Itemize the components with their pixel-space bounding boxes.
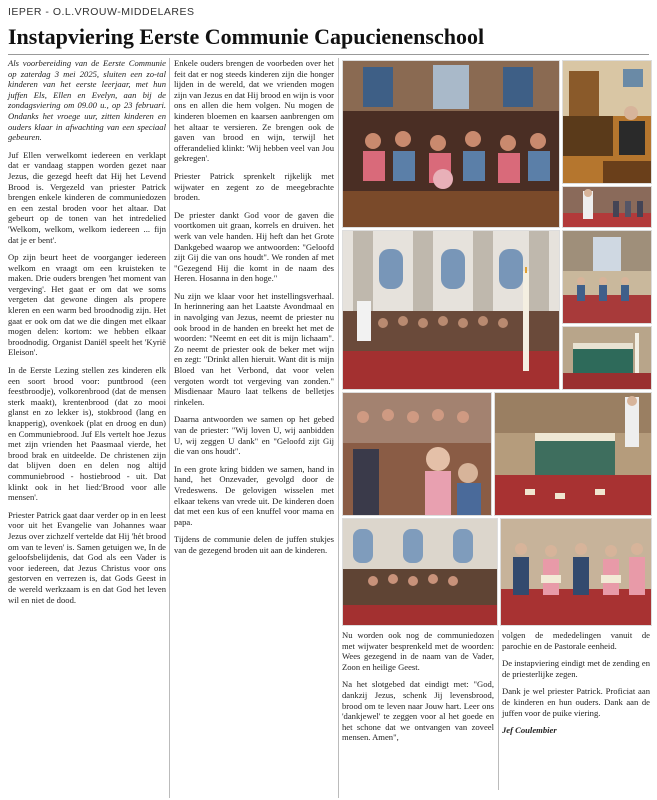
- article-paragraph: Juf Ellen verwelkomt iedereen en verklapt dat er vandaag stappen worden gezet naar Jezus, die gezegd heeft dat Hij het Levend Brood is. Vergezeld van priester Patrick brengen enkele kinderen de communiedozen en een zestal broden voor het altaar. Dat gebeurt op de tonen van het intredelied 'Welkom, welkom, welkom iedereen ... fijn dat je er bent'.: [8, 149, 166, 245]
- photo-altar-table: [562, 326, 652, 390]
- photo-children-bread: [342, 392, 492, 516]
- photo-church-interior: [342, 230, 560, 390]
- article-paragraph: Tijdens de communie delen de juffen stukjes van de gezegend broden uit aan de kinderen.: [174, 534, 334, 555]
- article-paragraph: Nu worden ook nog de communiedozen met wijwater besprenkeld met de woorden: Wees gezegend in de naam van de Vader, Zoon en heilige Geest.: [342, 630, 494, 672]
- article-paragraph: In een grote kring bidden we samen, hand in hand, het Onzevader, gevolgd door de Vredeswens. De gelovigen wisselen met elkaar tekens van vrede uit. De kinderen doen dat met een kus of een knuffel voor mama en papa.: [174, 463, 334, 527]
- section-kicker: IEPER - O.L.VROUW-MIDDELARES: [8, 6, 195, 18]
- author-signature: Jef Coulembier: [502, 725, 557, 736]
- column-divider: [169, 58, 170, 798]
- article-paragraph: Nu zijn we klaar voor het instellingsverhaal. In herinnering aan het Laatste Avondmaal en in navolging van Jezus, neemt de priester nu ook brood in de handen en breekt het met de woorden: "Neemt en eet dit is mijn lichaam". Zo neemt de priester ook de beker met wijn en zegt: "Drinkt allen hieruit. Want dit is mijn Bloed van het Verbond, dat voor velen vergoten wordt tot vergeving van zonden." Misdienaar Mauro laat telkens de belletjes rinkelen.: [174, 290, 334, 407]
- article-paragraph: In de Eerste Lezing stellen zes kinderen elk een soort brood voor: puntbrood (een feestbroodje), volkorenbrood (dat de mensen sterk maakt), krentenbrood (dat zo mooi glanst en zo lekker is), stokbrood (lang en knapperig), ovenkoek (plat en droog en dun) en Communiebrood. Juf Els vertelt hoe Jezus met zijn vrienden het Paasmaal vierde, het brood brak en uitdeelde. De christenen zijn dat blijven doen en delen nog altijd communiebrood - hostiebrood - uit. Dat klinkt ook in het lied:'Brood voor alle mensen'.: [8, 365, 166, 503]
- article-column-2: [174, 58, 334, 563]
- article-paragraph: Dank je wel priester Patrick. Proficiat aan de kinderen en hun ouders. Dank aan de juffen voor de puike viering.: [502, 686, 650, 718]
- photo-priest-altar: [562, 186, 652, 228]
- photo-children-altar: [562, 230, 652, 324]
- article-paragraph: Priester Patrick sprenkelt rijkelijk met wijwater en zegent zo de meegebrachte broden.: [174, 170, 334, 203]
- column-divider: [498, 630, 499, 790]
- intro-paragraph: Als voorbereiding van de Eerste Communie op zaterdag 3 mei 2025, sluiten een zo-tal kinderen van het eerste leerjaar, met hun juffen Els, Ellen en Evelyn, aan bij de zondagsviering om 09.00 u., op 23 februari. Ondanks het vroege uur, zitten kinderen en ouders klaar in afwachting van een speciaal gebeuren.: [8, 58, 166, 143]
- article-paragraph: Enkele ouders brengen de voorbeden over het feit dat er nog steeds kinderen zijn die honger lijden in de wereld, dat we vrienden mogen zijn van Jezus en dat Hij brood en wijn is voor ons en allen die hem volgen. Nu mogen de kinderen bloemen en kaarsen aanbrengen om het altaar te versieren. Ze brengen ook de gaven van brood en wijn, terwijl het offerandelied klinkt: 'Wij hebben veel van Jou gekregen'.: [174, 58, 334, 164]
- article-column-1: [8, 58, 166, 612]
- article-paragraph: Op zijn beurt heet de voorganger iedereen welkom en vraagt om een kruisteken te maken. Drie ouders brengen 'het moment van vergeving'. Het gaat er om dat we soms vergeten dat gewone dingen als propere kleren en een warm bed broodnodig zijn. Het gaat er ook om dat we die dingen met elkaar mogen delen: kortom: we hebben elkaar broodnodig. Organist Daniël speelt het 'Kyrië Eleison'.: [8, 252, 166, 358]
- article-paragraph: De priester dankt God voor de gaven die voortkomen uit graan, korrels en druiven. het werk van vele handen. Hij heft dan het Grote Dankgebed waarop we antwoorden: "Geloofd zijt Gij die van ons houdt". We ronden af met "Gezegend Hij die komt in de naam des Heren. Hosanna in den hoge.": [174, 209, 334, 284]
- column-divider: [338, 58, 339, 798]
- photo-offerings-table: [494, 392, 652, 516]
- article-paragraph: Priester Patrick gaat daar verder op in en leest voor uit het Evangelie van Johannes waar Jezus over zichzelf vertelde dat Hij 'hét brood om van te leven' is. Samen getuigen we, In de geloofsbelijdenis, dat God als een Vader is voor iedereen, dat Jezus Christus voor ons gestorven en verrezen is, dat Gods Geest in de wereld werkzaam is en dat God het leven wil en niet de dood.: [8, 509, 166, 605]
- photo-church-congregation: [342, 60, 560, 228]
- article-column-3: [342, 630, 494, 750]
- title-divider: [8, 54, 649, 55]
- photo-organist: [562, 60, 652, 184]
- photo-communion-line: [342, 518, 498, 626]
- article-paragraph: Na het slotgebed dat eindigt met: "God, dankzij Jezus, schenk Jij levensbrood, brood om te leven naar Jouw hart. Leer ons 'dankjewel' te zeggen voor al het goede en het schone dat we ontvangen van zoveel mensen. Amen",: [342, 679, 494, 743]
- page-title: Instapviering Eerste Communie Capucienenschool: [8, 24, 485, 49]
- article-paragraph: Daarna antwoorden we samen op het gebed van de priester: "Wij loven U, wij aanbidden U, wij zeggen U dank" en "Geloofd zijt Gij die van ons houdt".: [174, 414, 334, 457]
- article-paragraph: volgen de mededelingen vanuit de parochie en de Pastorale eenheid.: [502, 630, 650, 651]
- photo-children-gifts: [500, 518, 652, 626]
- article-column-4: [502, 630, 650, 743]
- article-paragraph: De instapviering eindigt met de zending en de priesterlijke zegen.: [502, 658, 650, 679]
